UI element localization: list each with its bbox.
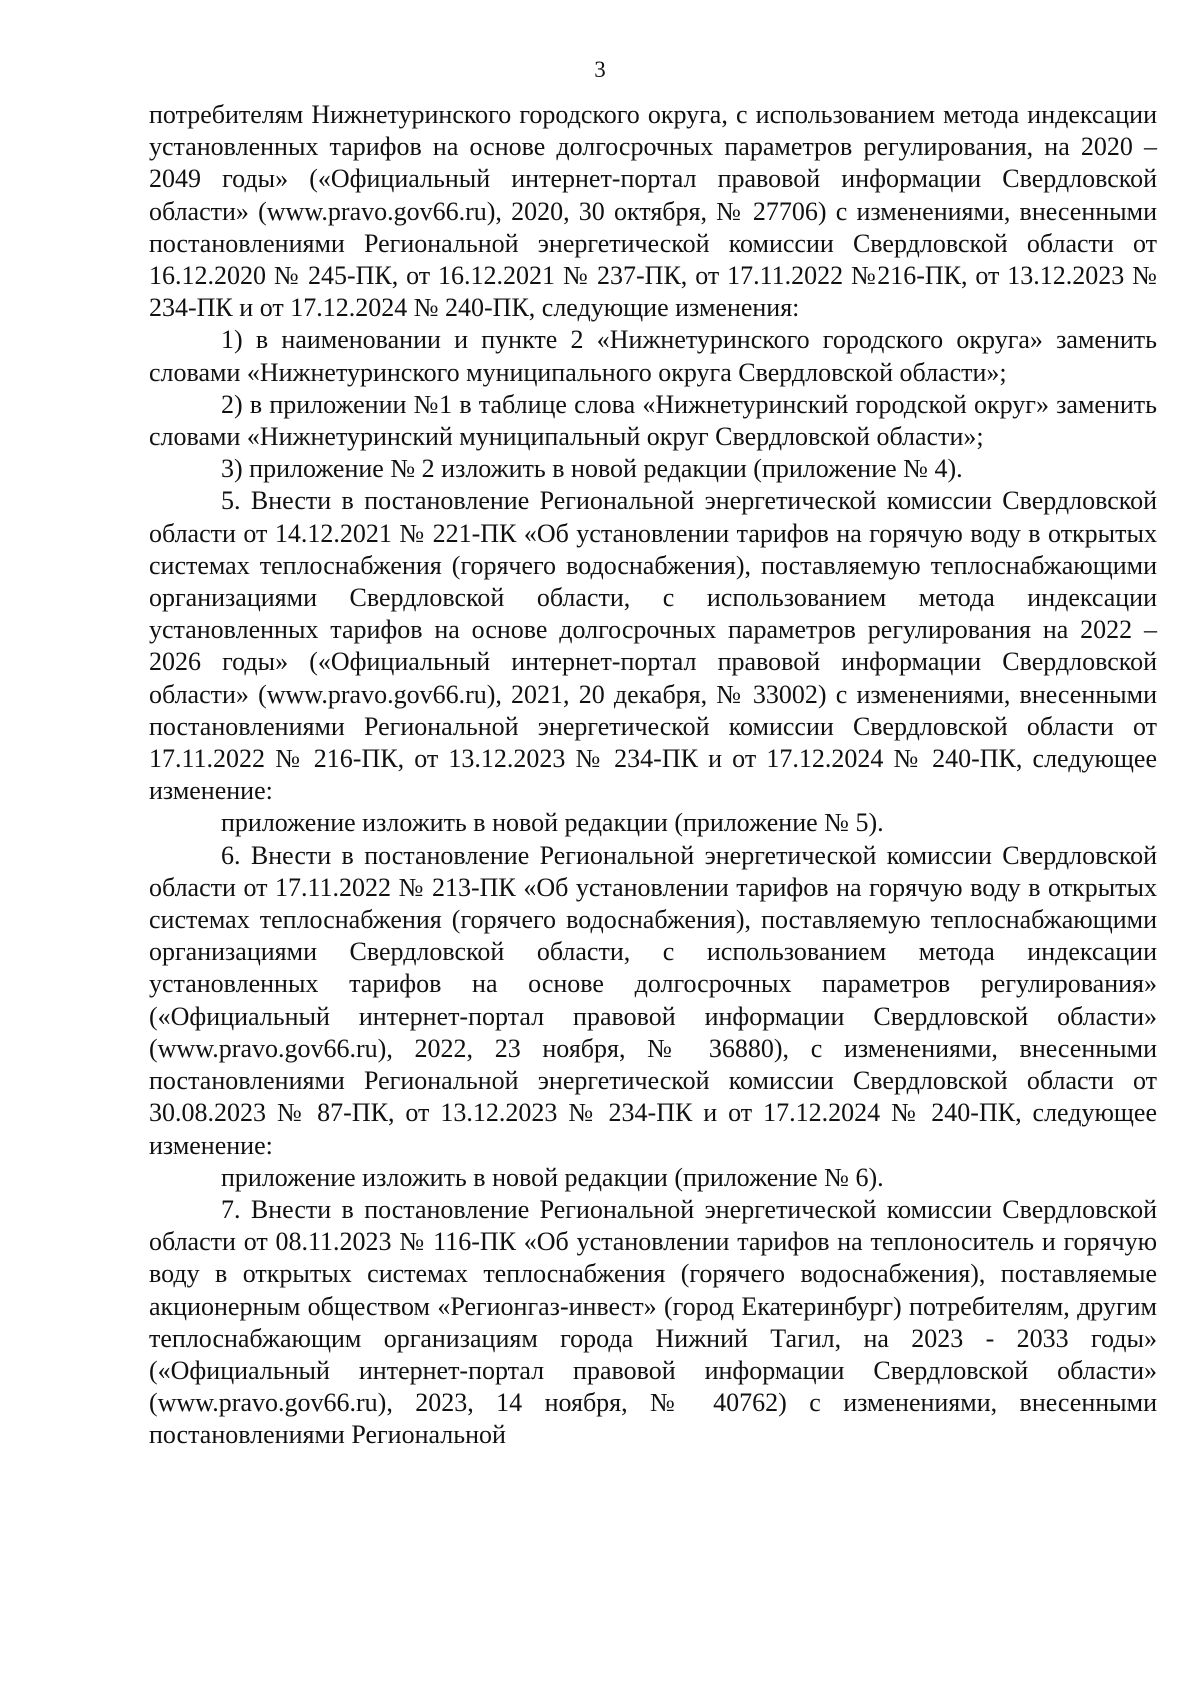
paragraph-item-5: 5. Внести в постановление Региональной энергетической комиссии Свердловской области от 14.12.2021 № 221-ПК «Об установлении тарифов на горячую воду в открытых системах теплоснабжения (горячего водоснабжения), поставляемую теплоснабжающими организациями Свердловской области, с использованием метода индексации установленных тарифов на основе долгосрочных параметров регулирования на 2022 – 2026 годы» («Официальный интернет-портал правовой информации Свердловской области» (www.pravo.gov66.ru), 2021, 20 декабря, № 33002) с изменениями, внесенными постановлениями Региональной энергетической комиссии Свердловской области от 17.11.2022 № 216-ПК, от 13.12.2023 № 234-ПК и от 17.12.2024 № 240-ПК, следующее изменение:: [149, 486, 1157, 806]
page-number: 3: [594, 57, 606, 82]
document-body: [149, 99, 1157, 1452]
paragraph-subitem-2: 2) в приложении №1 в таблице слова «Нижнетуринский городской округ» заменить словами «Нижнетуринский муниципальный округ Свердловской области»;: [149, 389, 1157, 452]
paragraph-subitem-1: 1) в наименовании и пункте 2 «Нижнетуринского городского округа» заменить словами «Нижнетуринского муниципального округа Свердловской области»;: [149, 325, 1157, 387]
paragraph-subitem-3: 3) приложение № 2 изложить в новой редакции (приложение № 4).: [221, 454, 963, 484]
paragraph-item-6: 6. Внести в постановление Региональной энергетической комиссии Свердловской области от 17.11.2022 № 213-ПК «Об установлении тарифов на горячую воду в открытых системах теплоснабжения (горячего водоснабжения), поставляемую теплоснабжающими организациями Свердловской области, с использованием метода индексации установленных тарифов на основе долгосрочных параметров регулирования» («Официальный интернет-портал правовой информации Свердловской области» (www.pravo.gov66.ru), 2022, 23 ноября, № 36880), с изменениями, внесенными постановлениями Региональной энергетической комиссии Свердловской области от 30.08.2023 № 87-ПК, от 13.12.2023 № 234-ПК и от 17.12.2024 № 240-ПК, следующее изменение:: [149, 840, 1157, 1160]
paragraph-continuation: потребителям Нижнетуринского городского округа, с использованием метода индексации установленных тарифов на основе долгосрочных параметров регулирования, на 2020 – 2049 годы» («Официальный интернет-портал правовой информации Свердловской области» (www.pravo.gov66.ru), 2020, 30 октября, № 27706) с изменениями, внесенными постановлениями Региональной энергетической комиссии Свердловской области от 16.12.2020 № 245-ПК, от 16.12.2021 № 237-ПК, от 17.11.2022 №216-ПК, от 13.12.2023 № 234-ПК и от 17.12.2024 № 240-ПК, следующие изменения:: [149, 100, 1157, 323]
paragraph-item-5-change: приложение изложить в новой редакции (приложение № 5).: [221, 808, 884, 838]
paragraph-item-6-change: приложение изложить в новой редакции (приложение № 6).: [221, 1162, 884, 1192]
paragraph-item-7: 7. Внести в постановление Региональной энергетической комиссии Свердловской области от 08.11.2023 № 116-ПК «Об установлении тарифов на теплоноситель и горячую воду в открытых системах теплоснабжения (горячего водоснабжения), поставляемые акционерным обществом «Регионгаз-инвест» (город Екатеринбург) потребителям, другим теплоснабжающим организациям города Нижний Тагил, на 2023 - 2033 годы» («Официальный интернет-портал правовой информации Свердловской области» (www.pravo.gov66.ru), 2023, 14 ноября, № 40762) с изменениями, внесенными постановлениями Региональной: [149, 1194, 1157, 1450]
